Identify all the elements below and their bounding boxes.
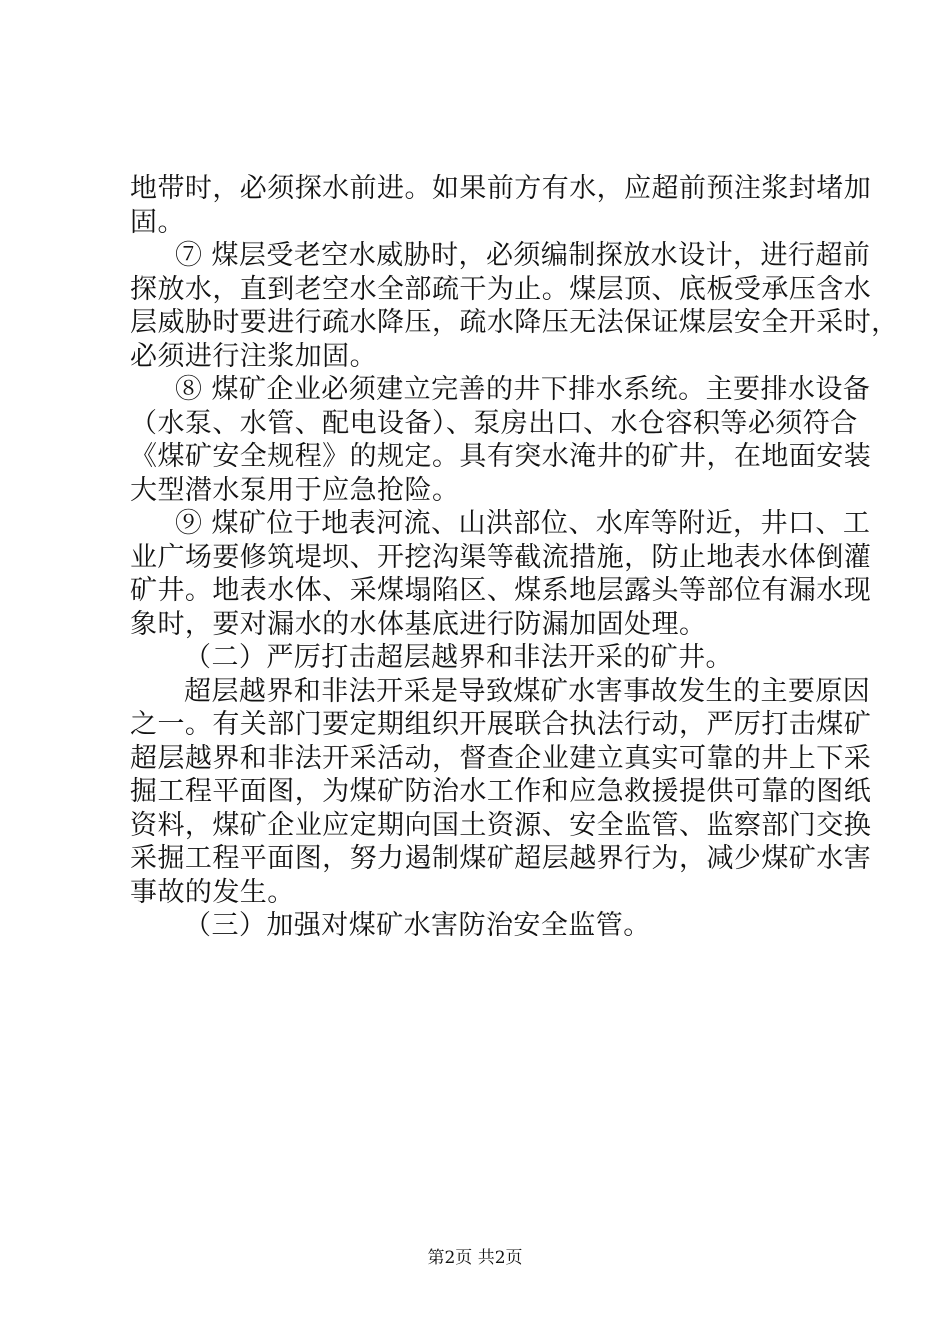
text-line: 探放水，直到老空水全部疏干为止。煤层顶、底板受承压含水 — [130, 273, 872, 305]
text-line: 《煤矿安全规程》的规定。具有突水淹井的矿井，在地面安装 — [130, 441, 872, 472]
text-line: 业广场要修筑堤坝、开挖沟渠等截流措施，防止地表水体倒灌 — [130, 541, 872, 573]
text-line: 之一。有关部门要定期组织开展联合执法行动，严厉打击煤矿 — [130, 709, 872, 740]
text-line: 层威胁时要进行疏水降压，疏水降压无法保证煤层安全开采时， — [130, 307, 899, 338]
text-line: 超层越界和非法开采是导致煤矿水害事故发生的主要原因 — [184, 675, 871, 707]
text-line: 固。 — [130, 206, 185, 238]
text-line: ⑦ 煤层受老空水威胁时，必须编制探放水设计，进行超前 — [175, 240, 871, 271]
body-text — [130, 172, 899, 943]
text-line: 掘工程平面图，为煤矿防治水工作和应急救援提供可靠的图纸 — [130, 776, 872, 807]
text-line: 大型潜水泵用于应急抢险。 — [130, 474, 460, 506]
text-line: 超层越界和非法开采活动，督查企业建立真实可靠的井上下采 — [130, 742, 872, 774]
text-line: 采掘工程平面图，努力遏制煤矿超层越界行为，减少煤矿水害 — [130, 843, 872, 874]
section-heading: （三）加强对煤矿水害防治安全监管。 — [184, 910, 651, 941]
text-line: 事故的发生。 — [130, 876, 295, 908]
section-heading: （二）严厉打击超层越界和非法开采的矿井。 — [184, 642, 733, 673]
page-footer: 第2页 共2页 — [427, 1248, 523, 1268]
text-line: ⑨ 煤矿位于地表河流、山洪部位、水库等附近，井口、工 — [175, 508, 871, 539]
text-line: 地带时，必须探水前进。如果前方有水，应超前预注浆封堵加 — [130, 173, 872, 204]
text-line: 矿井。地表水体、采煤塌陷区、煤系地层露头等部位有漏水现 — [130, 575, 872, 606]
text-line: ⑧ 煤矿企业必须建立完善的井下排水系统。主要排水设备 — [175, 374, 871, 405]
text-line: 资料，煤矿企业应定期向国土资源、安全监管、监察部门交换 — [130, 809, 872, 841]
text-line: 象时，要对漏水的水体基底进行防漏加固处理。 — [130, 608, 707, 640]
text-line: （水泵、水管、配电设备）、泵房出口、水仓容积等必须符合 — [130, 407, 858, 439]
text-line: 必须进行注浆加固。 — [130, 340, 378, 372]
